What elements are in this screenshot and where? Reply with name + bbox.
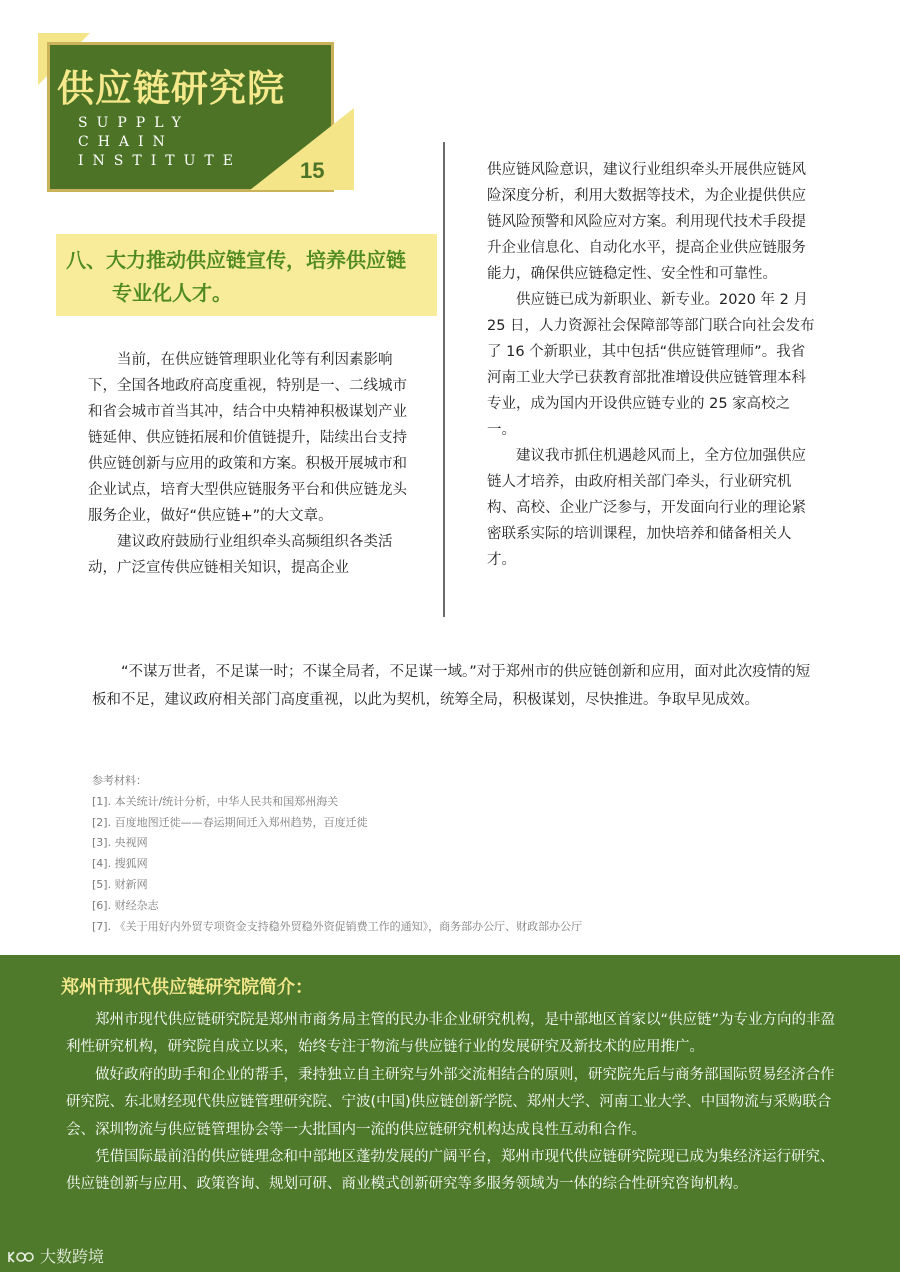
quote-paragraph: “不谋万世者，不足谋一时；不谋全局者，不足谋一域。”对于郑州市的供应链创新和应用，面对此次疫情的短板和不足，建议政府相关部门高度重视，以此为契机，统筹全局，积极谋划，尽快推进。争取早见成效。: [92, 664, 811, 708]
logo-title: 供应链研究院: [57, 67, 285, 110]
reference-item: [7]. 《关于用好内外贸专项资金支持稳外贸稳外资促销费工作的通知》，商务部办公厅、财政部办公厅: [92, 919, 583, 933]
paragraph: 供应链风险意识，建议行业组织牵头开展供应链风险深度分析，利用大数据等技术，为企业提供供应链风险预警和风险应对方案。利用现代技术手段提升企业信息化、自动化水平，提高企业供应链服务能力，确保供应链稳定性、安全性和可靠性。: [487, 162, 806, 282]
reference-item: [2]. 百度地图迁徙——春运期间迁入郑州趋势，百度迁徙: [92, 815, 368, 829]
reference-item: [1]. 本关统计/统计分析，中华人民共和国郑州海关: [92, 794, 339, 808]
column-divider: [443, 142, 445, 617]
section-heading: [56, 234, 437, 316]
paragraph: 建议政府鼓励行业组织牵头高频组织各类活动，广泛宣传供应链相关知识，提高企业: [88, 534, 393, 576]
section-heading-line1: 八、大力推动供应链宣传，培养供应链: [66, 248, 406, 272]
references-heading: 参考材料：: [92, 774, 147, 787]
intro-body: [66, 1007, 838, 1199]
issue-number: 15: [300, 158, 325, 183]
watermark-text: 大数跨境: [40, 1247, 105, 1266]
left-column: [88, 347, 410, 581]
right-column: [487, 157, 819, 573]
references: [92, 771, 812, 937]
paragraph: 凭借国际最前沿的供应链理念和中部地区蓬勃发展的广阔平台，郑州市现代供应链研究院现已成为集经济运行研究、供应链创新与应用、政策咨询、规划可研、商业模式创新研究等多服务领域为一体的综合性研究咨询机构。: [66, 1149, 835, 1193]
paragraph: 供应链已成为新职业、新专业。2020 年 2 月 25 日，人力资源社会保障部等部门联合向社会发布了 16 个新职业，其中包括“供应链管理师”。我省河南工业大学已获教育部批准增设供应链管理本科专业，成为国内开设供应链专业的 25 家高校之一。: [487, 292, 815, 438]
watermark: [6, 1244, 104, 1267]
intro-title: 郑州市现代供应链研究院简介：: [61, 977, 313, 998]
reference-item: [5]. 财新网: [92, 877, 148, 891]
logo-english-line: CHAIN: [78, 134, 174, 150]
reference-item: [4]. 搜狐网: [92, 857, 148, 871]
section-heading-line2: 专业化人才。: [112, 281, 232, 305]
logo-english-line: SUPPLY: [78, 115, 190, 131]
paragraph: 当前，在供应链管理职业化等有利因素影响下，全国各地政府高度重视，特别是一、二线城市和省会城市首当其冲，结合中央精神积极谋划产业链延伸、供应链拓展和价值链提升，陆续出台支持供应链创新与应用的政策和方案。积极开展城市和企业试点，培育大型供应链服务平台和供应链龙头服务企业，做好“供应链+”的大文章。: [88, 352, 407, 524]
reference-item: [6]. 财经杂志: [92, 898, 159, 912]
paragraph: 郑州市现代供应链研究院是郑州市商务局主管的民办非企业研究机构，是中部地区首家以“供应链”为专业方向的非盈利性研究机构，研究院自成立以来，始终专注于物流与供应链行业的发展研究及新技术的应用推广。: [66, 1012, 836, 1056]
logo-english-line: INSTITUTE: [78, 153, 242, 169]
reference-item: [3]. 央视网: [92, 836, 148, 850]
paragraph: 建议我市抓住机遇趁风而上，全方位加强供应链人才培养，由政府相关部门牵头，行业研究机构、高校、企业广泛参与，开发面向行业的理论紧密联系实际的培训课程，加快培养和储备相关人才。: [487, 448, 806, 568]
paragraph: 做好政府的助手和企业的帮手，秉持独立自主研究与外部交流相结合的原则，研究院先后与商务部国际贸易经济合作研究院、东北财经现代供应链管理研究院、宁波(中国)供应链创新学院、郑州大学、河南工业大学、中国物流与采购联合会、深圳物流与供应链管理协会等一大批国内一流的供应链研究机构达成良性互动和合作。: [66, 1066, 835, 1138]
watermark-logo-icon: [6, 1247, 34, 1265]
